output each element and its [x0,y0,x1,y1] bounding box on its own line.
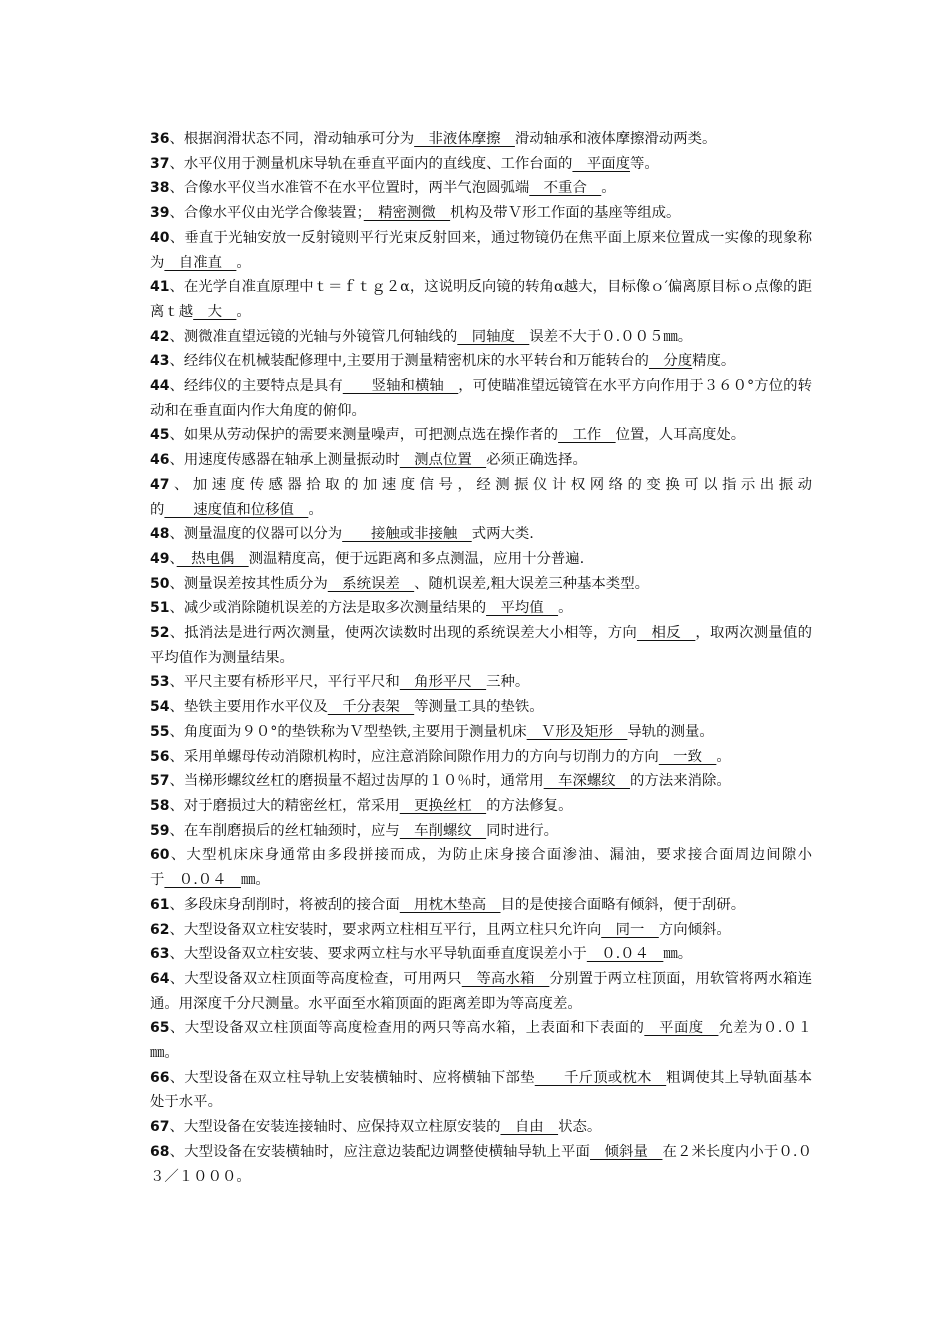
question-text: 。 [236,303,251,320]
answer-blank: 车深螺纹 [543,773,631,790]
question-item [150,127,812,152]
question-text: 、测微准直望远镜的光轴与外镜管几何轴线的 [169,328,458,345]
question-item [150,967,812,1016]
question-text: 滑动轴承和液体摩擦滑动两类。 [514,131,717,147]
question-text: 式两大类. [471,526,534,543]
question-item [150,226,812,275]
question-item [150,572,812,597]
question-text: 、采用单螺母传动消隙机构时，应注意消除间隙作用力的方向与切削力的方向 [169,748,659,765]
question-text: 粗调使其上导轨面基本处于水平。 [150,1069,812,1111]
question-number: 51 [150,600,170,617]
question-item [150,745,812,770]
answer-blank: 倾斜量 [589,1143,663,1160]
question-text: 、大型设备双立柱安装、要求两立柱与水平导轨面垂直度误差小于 [169,946,587,963]
answer-blank: 平均值 [486,600,559,617]
question-text: 、抵消法是进行两次测量，使两次读数时出现的系统误差大小相等，方向 [169,625,637,642]
answer-blank: 相反 [636,625,696,642]
answer-blank: 等高水箱 [461,970,550,987]
question-text: ㎜。 [663,946,693,963]
question-number: 52 [150,625,170,642]
question-item [150,349,812,374]
question-number: 55 [150,723,170,740]
question-text: 三种。 [486,674,530,691]
question-item [150,325,812,350]
answer-blank: 不重合 [529,180,602,197]
question-text: 、角度面为９０°的垫铁称为Ｖ型垫铁,主要用于测量机床 [169,723,527,740]
question-text: 、测量温度的仪器可以分为 [169,526,343,543]
question-text: 方向倾斜。 [658,921,731,938]
question-text: 必须正确选择。 [486,452,587,469]
answer-blank: 系统误差 [327,575,415,592]
document-body [150,127,812,1189]
question-number: 46 [150,452,170,469]
question-number: 62 [150,921,170,938]
question-text: 、经纬仪的主要特点是具有 [169,378,343,395]
question-number: 66 [150,1069,170,1086]
answer-blank: 千分表架 [327,699,415,716]
question-number: 50 [150,575,170,592]
question-item [150,176,812,201]
question-text: 等。 [630,155,659,172]
question-number: 54 [150,699,170,716]
question-text: 、大型设备在双立柱导轨上安装横轴时、应将横轴下部垫 [169,1069,535,1086]
question-item [150,374,812,423]
question-text: ，可使瞄准望远镜管在水平方向作用于３６０°方位的转动和在垂直面内作大角度的俯仰。 [150,378,812,419]
question-text: 允差为０.０１㎜。 [150,1020,812,1062]
question-text: 。 [601,180,616,197]
question-item [150,1066,812,1115]
answer-blank: 一致 [658,748,717,765]
question-item [150,695,812,720]
question-number: 49 [150,550,170,567]
question-item [150,942,812,967]
question-text: 状态。 [558,1119,602,1136]
question-text: 。 [558,600,573,617]
answer-blank: ０.０４ [164,872,241,889]
question-item [150,1140,812,1189]
question-text: 。 [716,748,731,765]
question-number: 56 [150,748,170,765]
answer-blank: 同一 [601,921,659,938]
question-item [150,670,812,695]
question-number: 61 [150,896,170,913]
question-item [150,275,812,324]
answer-blank: 千斤顶或枕木 [534,1069,667,1086]
question-text: 、测量误差按其性质分为 [169,575,328,592]
question-number: 36 [150,131,170,147]
question-text: 、加速度传感器拾取的加速度信号，经测振仪计权网络的变换可以指示出振动的 [150,476,812,518]
answer-blank: 精密测微 [363,205,451,222]
answer-blank: 更换丝杠 [399,797,487,814]
question-text: 等测量工具的垫铁。 [414,699,544,716]
question-text: 、垫铁主要用作水平仪及 [169,699,328,716]
answer-blank: Ｖ形及矩形 [526,723,628,740]
question-text: 在２米长度内小于０.０３／１０００。 [150,1143,812,1185]
question-item [150,720,812,745]
question-text: 误差不大于０.００５㎜。 [529,328,693,345]
answer-blank: ０.０４ [586,946,664,963]
question-item [150,918,812,943]
question-text: 、大型设备在安装横轴时，应注意边装配边调整使横轴导轨上平面 [169,1143,590,1160]
question-number: 45 [150,427,170,444]
question-item [150,152,812,177]
answer-blank: 平面度 [644,1020,719,1037]
answer-blank: 平面度 [572,155,631,172]
question-number: 42 [150,328,170,345]
answer-blank: 车削螺纹 [399,822,487,839]
question-text: 、大型机床床身通常由多段拼接而成，为防止床身接合面渗油、漏油，要求接合面周边间隙小于 [150,847,812,889]
question-item [150,621,812,670]
question-text: 、在光学自准直原理中ｔ＝ｆｔｇ２α，这说明反向镜的转角α越大，目标像ｏ′偏离原目标ｏ点像的距离ｔ越 [150,279,812,320]
question-text: 导轨的测量。 [627,723,714,740]
question-item [150,201,812,226]
question-item [150,473,812,522]
question-text: 、如果从劳动保护的需要来测量噪声，可把测点选在操作者的 [169,427,559,444]
question-text: 、大型设备双立柱顶面等高度检查，可用两只 [169,970,462,987]
question-number: 44 [150,378,170,395]
question-item [150,423,812,448]
question-number: 40 [150,229,170,246]
answer-blank: 非液体摩擦 [414,131,515,147]
question-text: 精度。 [692,353,736,370]
question-number: 67 [150,1119,170,1136]
question-text: 。 [236,254,251,271]
answer-blank: 测点位置 [399,452,487,469]
question-item [150,596,812,621]
question-number: 57 [150,773,170,790]
question-text: 、多段床身刮削时，将被刮的接合面 [169,896,400,913]
question-number: 68 [150,1143,170,1160]
answer-blank: 接触或非接触 [342,526,472,543]
question-text: 、大型设备在安装连接轴时、应保持双立柱原安装的 [169,1119,501,1136]
question-item [150,819,812,844]
question-item [150,448,812,473]
question-number: 47 [150,476,170,493]
question-text: 、当梯形螺纹丝杠的磨损量不超过齿厚的１０％时，通常用 [169,773,544,790]
question-text: 、大型设备双立柱顶面等高度检查用的两只等高水箱，上表面和下表面的 [169,1020,645,1037]
question-item [150,794,812,819]
question-number: 41 [150,279,170,296]
question-text: 、 [169,550,177,567]
answer-blank: 分度 [648,353,693,370]
question-number: 37 [150,155,170,172]
question-text: 、随机误差,粗大误差三种基本类型。 [414,575,649,592]
answer-blank: 用枕木垫高 [399,896,501,913]
answer-blank: 自由 [500,1119,559,1136]
question-number: 53 [150,674,170,691]
question-text: 、减少或消除随机误差的方法是取多次测量结果的 [169,600,487,617]
question-text: 的方法来消除。 [630,773,731,790]
answer-blank: 同轴度 [457,328,530,345]
question-text: 、大型设备双立柱安装时，要求两立柱相互平行，且两立柱只允许向 [169,921,602,938]
question-text: ㎜。 [240,872,270,889]
question-text: 测温精度高，便于远距离和多点测温，应用十分普遍. [248,550,585,567]
question-text: 、垂直于光轴安放一反射镜则平行光束反射回来，通过物镜仍在焦平面上原来位置成一实像的现象称为 [150,229,812,271]
question-text: 、合像水平仪由光学合像装置； [169,205,364,222]
answer-blank: 工作 [558,427,616,444]
answer-blank: 竖轴和横轴 [342,378,459,395]
question-item [150,769,812,794]
question-text: 、经纬仪在机械装配修理中,主要用于测量精密机床的水平转台和万能转台的 [169,353,649,370]
answer-blank: 大 [193,303,237,320]
question-number: 39 [150,205,170,222]
question-text: 目的是使接合面略有倾斜，便于刮研。 [500,896,746,913]
question-text: 、合像水平仪当水准管不在水平位置时，两半气泡圆弧端 [169,180,530,197]
answer-blank: 角形平尺 [399,674,487,691]
question-text: 、水平仪用于测量机床导轨在垂直平面内的直线度、工作台面的 [169,155,573,172]
question-item [150,522,812,547]
question-number: 43 [150,353,170,370]
question-number: 65 [150,1020,170,1037]
question-item [150,1016,812,1065]
question-item [150,893,812,918]
question-text: ，取两次测量值的平均值作为测量结果。 [150,625,812,666]
question-text: 、用速度传感器在轴承上测量振动时 [169,452,400,469]
question-number: 64 [150,970,170,987]
question-item [150,1115,812,1140]
question-text: 机构及带Ｖ形工作面的基座等组成。 [450,205,681,222]
question-text: 位置，人耳高度处。 [615,427,746,444]
question-number: 59 [150,822,170,839]
question-item [150,547,812,572]
answer-blank: 热电偶 [176,550,249,567]
question-text: 。 [308,501,323,518]
question-text: 的方法修复。 [486,797,573,814]
question-number: 58 [150,797,170,814]
answer-blank: 自准直 [164,254,237,271]
question-text: 同时进行。 [486,822,559,839]
question-number: 60 [150,847,170,864]
question-text: 、对于磨损过大的精密丝杠，常采用 [169,797,400,814]
question-text: 、根据润滑状态不同，滑动轴承可分为 [169,131,415,147]
answer-blank: 速度值和位移值 [164,501,309,518]
question-number: 38 [150,180,170,197]
question-item [150,843,812,892]
question-text: 、在车削磨损后的丝杠轴颈时，应与 [169,822,400,839]
question-number: 48 [150,526,170,543]
question-text: 、平尺主要有桥形平尺，平行平尺和 [169,674,400,691]
question-text: 分别置于两立柱顶面，用软管将两水箱连通。用深度千分尺测量。水平面至水箱顶面的距离差即为等高度差。 [150,970,812,1012]
question-number: 63 [150,946,170,963]
